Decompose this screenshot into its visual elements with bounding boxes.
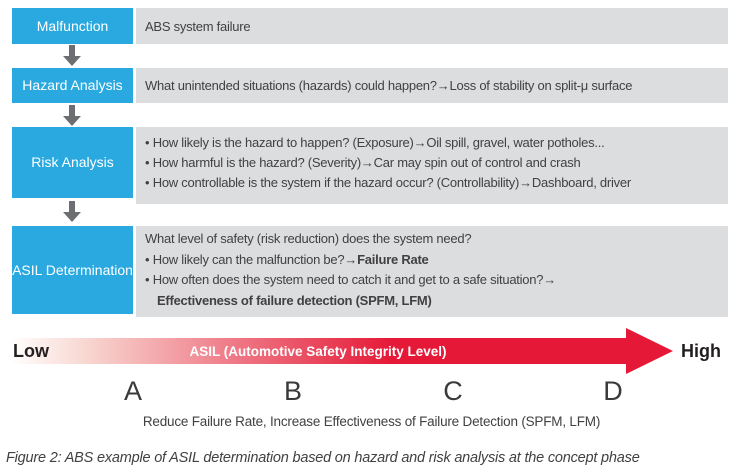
hazard-analysis-label-box xyxy=(12,68,133,103)
asil-bullet-failure-rate xyxy=(145,250,728,271)
risk-analysis-label-box xyxy=(12,127,133,198)
asil-scale-bar xyxy=(10,338,626,364)
asil-determination-label: ASIL Determination xyxy=(12,261,133,278)
risk-bullet-controllability-text: How controllable is the system if the hazard occur? (Controllability)→Dashboard, driver xyxy=(152,175,631,190)
asil-level-c: C xyxy=(443,376,463,406)
bullet-icon: • xyxy=(145,155,150,170)
bullet-icon: • xyxy=(145,175,150,190)
bullet-icon: • xyxy=(145,135,150,150)
risk-bullet-severity xyxy=(145,153,728,173)
figure-caption: Figure 2: ABS example of ASIL determination based on hazard and risk analysis at the concept phase xyxy=(6,450,640,466)
asil-question-line xyxy=(145,229,728,250)
down-arrow-icon xyxy=(63,105,81,126)
asil-question-text: What level of safety (risk reduction) does the system need? xyxy=(145,231,472,246)
down-arrow-head xyxy=(63,212,81,222)
down-arrow-stem xyxy=(69,105,75,116)
malfunction-label-box xyxy=(12,8,133,44)
asil-scale-arrowhead-icon xyxy=(626,328,673,374)
hazard-analysis-text: What unintended situations (hazards) could happen?→Loss of stability on split-μ surface xyxy=(145,78,633,93)
hazard-analysis-label: Hazard Analysis xyxy=(22,77,123,93)
failure-rate-bold-text: Failure Rate xyxy=(357,251,429,267)
asil-level-a: A xyxy=(123,376,143,406)
asil-determination-label-box xyxy=(12,226,133,314)
down-arrow-icon xyxy=(63,45,81,66)
asil-bullet-detection xyxy=(145,270,728,291)
risk-analysis-content-box xyxy=(136,127,728,204)
risk-bullet-exposure xyxy=(145,133,728,153)
down-arrow-head xyxy=(63,56,81,66)
asil-bullet-detection-text: How often does the system need to catch it and get to a safe situation?→ xyxy=(152,272,556,287)
down-arrow-stem xyxy=(69,201,75,212)
high-label: High xyxy=(681,341,721,361)
asil-determination-content-box xyxy=(136,226,728,317)
down-arrow-icon xyxy=(63,201,81,222)
effectiveness-bold-text: Effectiveness of failure detection (SPFM, LFM) xyxy=(157,292,432,308)
bullet-icon: • xyxy=(145,251,150,267)
down-arrow-head xyxy=(63,116,81,126)
low-label: Low xyxy=(13,341,49,361)
asil-bullet-failure-rate-text: How likely can the malfunction be?→ xyxy=(152,251,358,267)
risk-analysis-label: Risk Analysis xyxy=(31,154,114,170)
hazard-analysis-content-box xyxy=(136,68,728,103)
asil-scale-bar-label: ASIL (Automotive Safety Integrity Level) xyxy=(189,343,447,359)
bullet-icon: • xyxy=(145,272,150,287)
asil-level-d: D xyxy=(603,376,623,406)
malfunction-content-box xyxy=(136,8,728,44)
risk-bullet-controllability xyxy=(145,173,728,193)
malfunction-label: Malfunction xyxy=(36,17,109,34)
risk-bullet-severity-text: How harmful is the hazard? (Severity)→Car may spin out of control and crash xyxy=(152,155,581,170)
risk-bullet-exposure-text: How likely is the hazard to happen? (Exposure)→Oil spill, gravel, water potholes... xyxy=(152,135,605,150)
asil-level-b: B xyxy=(283,376,303,406)
down-arrow-stem xyxy=(69,45,75,56)
malfunction-text: ABS system failure xyxy=(145,18,251,34)
scale-footer-text: Reduce Failure Rate, Increase Effectiveness of Failure Detection (SPFM, LFM) xyxy=(142,414,601,429)
